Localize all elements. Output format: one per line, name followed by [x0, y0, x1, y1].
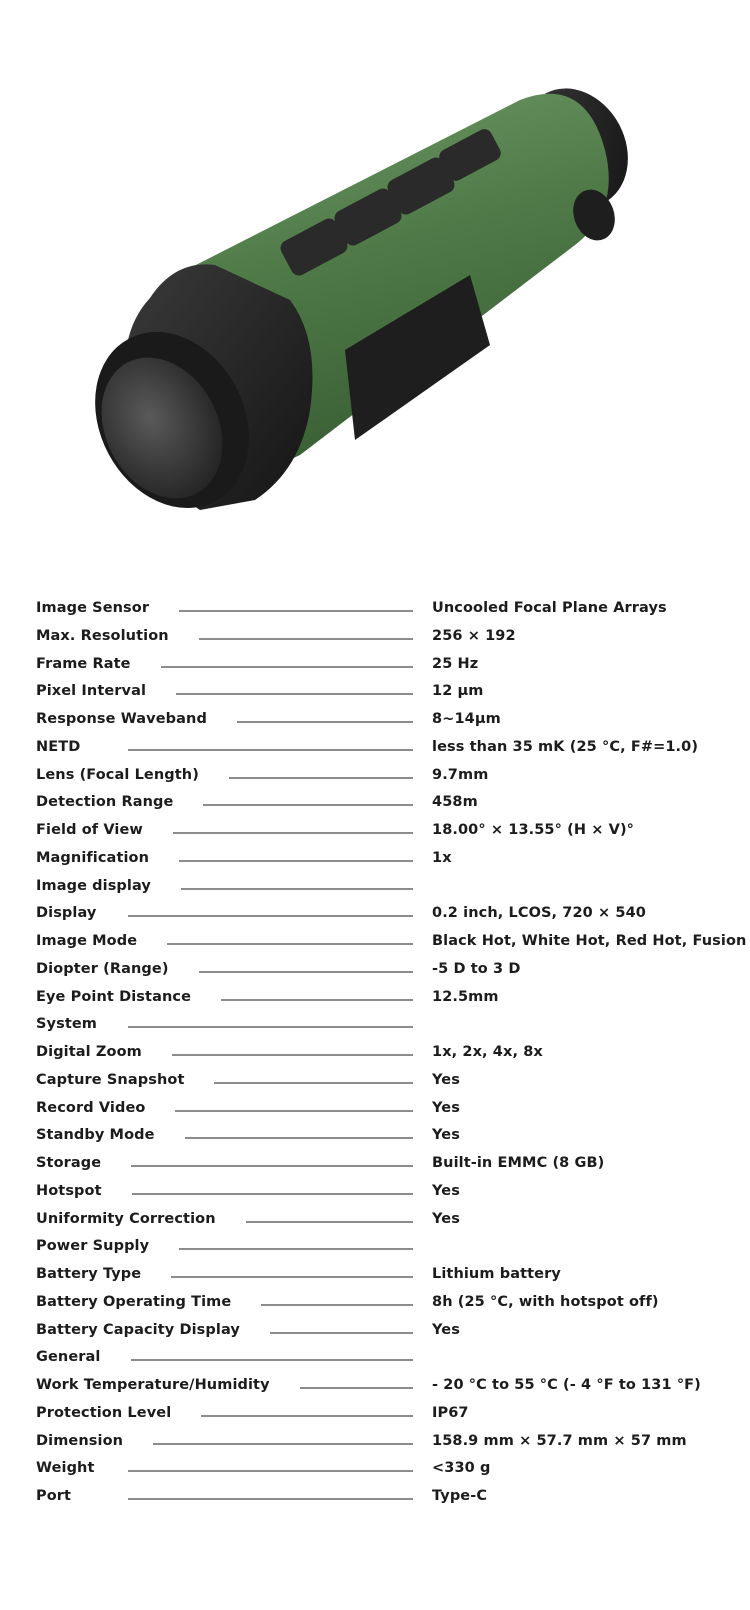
spec-row	[0, 846, 750, 874]
spec-leader-line	[229, 777, 413, 779]
spec-label: Pixel Interval	[36, 683, 147, 700]
spec-label: Display	[36, 905, 97, 922]
spec-leader-line	[176, 693, 413, 695]
spec-value: 25 Hz	[432, 655, 479, 672]
spec-leader-line	[179, 1248, 413, 1250]
spec-value: 256 × 192	[432, 627, 516, 644]
spec-table	[0, 596, 750, 1512]
spec-leader-line	[128, 1026, 413, 1028]
spec-row	[0, 596, 750, 624]
spec-value: Black Hot, White Hot, Red Hot, Fusion	[432, 933, 747, 949]
spec-label: System	[36, 1016, 98, 1033]
spec-row	[0, 652, 750, 680]
spec-row	[0, 1123, 750, 1151]
spec-label: Digital Zoom	[36, 1044, 142, 1060]
spec-label: Max. Resolution	[36, 627, 169, 644]
spec-row	[0, 735, 750, 763]
spec-value: 458m	[432, 794, 478, 811]
spec-label: Field of View	[36, 822, 143, 838]
spec-row	[0, 929, 750, 957]
spec-value: Yes	[432, 1071, 460, 1088]
spec-label: Image Sensor	[36, 600, 150, 616]
spec-row	[0, 1262, 750, 1290]
spec-row	[0, 1234, 750, 1262]
spec-label: Image display	[36, 877, 151, 894]
spec-value: 8~14μm	[432, 711, 501, 727]
spec-value: 8h (25 °C, with hotspot off)	[432, 1293, 659, 1310]
spec-leader-line	[270, 1332, 413, 1334]
spec-leader-line	[128, 1470, 413, 1472]
spec-leader-line	[175, 1110, 413, 1112]
spec-row	[0, 1318, 750, 1346]
spec-label: Battery Capacity Display	[36, 1321, 240, 1338]
spec-leader-line	[179, 610, 413, 612]
spec-leader-line	[237, 721, 413, 723]
spec-label: Weight	[36, 1460, 95, 1477]
spec-label: Battery Type	[36, 1266, 142, 1282]
spec-leader-line	[300, 1387, 413, 1389]
spec-label: NETD	[36, 738, 81, 755]
spec-value: Uncooled Focal Plane Arrays	[432, 600, 667, 616]
spec-value: 9.7mm	[432, 766, 489, 783]
spec-leader-line	[128, 749, 413, 751]
spec-row	[0, 1179, 750, 1207]
thermal-monocular-illustration	[0, 0, 750, 590]
spec-leader-line	[201, 1415, 413, 1417]
spec-leader-line	[131, 1359, 414, 1361]
spec-leader-line	[171, 1276, 413, 1278]
spec-row	[0, 818, 750, 846]
spec-row	[0, 1373, 750, 1401]
spec-value: less than 35 mK (25 °C, F#=1.0)	[432, 738, 699, 755]
spec-label: Capture Snapshot	[36, 1071, 185, 1088]
spec-label: Magnification	[36, 849, 150, 866]
spec-row	[0, 707, 750, 735]
spec-label: Dimension	[36, 1432, 124, 1449]
spec-row	[0, 1068, 750, 1096]
spec-leader-line	[167, 943, 413, 945]
spec-row	[0, 624, 750, 652]
spec-label: Image Mode	[36, 933, 138, 949]
spec-value: - 20 °C to 55 °C (- 4 °F to 131 °F)	[432, 1377, 701, 1393]
spec-label: Hotspot	[36, 1182, 102, 1199]
spec-value: 18.00° × 13.55° (H × V)°	[432, 822, 635, 838]
spec-leader-line	[128, 915, 413, 917]
spec-label: Detection Range	[36, 794, 174, 811]
spec-row	[0, 679, 750, 707]
spec-row	[0, 1345, 750, 1373]
spec-leader-line	[199, 971, 413, 973]
spec-leader-line	[221, 999, 413, 1001]
spec-leader-line	[153, 1443, 413, 1445]
spec-row	[0, 790, 750, 818]
spec-row	[0, 1290, 750, 1318]
spec-row	[0, 1040, 750, 1068]
spec-value: Yes	[432, 1127, 460, 1144]
spec-row	[0, 901, 750, 929]
spec-label: Battery Operating Time	[36, 1293, 232, 1310]
spec-value: <330 g	[432, 1460, 491, 1477]
spec-leader-line	[261, 1304, 413, 1306]
spec-row	[0, 1456, 750, 1484]
spec-value: Yes	[432, 1210, 460, 1227]
spec-label: Work Temperature/Humidity	[36, 1377, 270, 1393]
spec-label: Diopter (Range)	[36, 960, 169, 977]
spec-row	[0, 1401, 750, 1429]
spec-row	[0, 1484, 750, 1512]
spec-value: Yes	[432, 1182, 460, 1199]
spec-value: 158.9 mm × 57.7 mm × 57 mm	[432, 1432, 687, 1449]
spec-leader-line	[172, 1054, 413, 1056]
spec-value: -5 D to 3 D	[432, 960, 521, 977]
spec-row	[0, 1151, 750, 1179]
spec-label: Uniformity Correction	[36, 1210, 216, 1227]
spec-leader-line	[181, 888, 413, 890]
spec-row	[0, 985, 750, 1013]
spec-label: Protection Level	[36, 1404, 172, 1421]
spec-value: 1x	[432, 849, 452, 866]
spec-value: Lithium battery	[432, 1266, 561, 1282]
spec-row	[0, 1012, 750, 1040]
spec-row	[0, 1429, 750, 1457]
spec-value: Built-in EMMC (8 GB)	[432, 1155, 605, 1171]
spec-leader-line	[246, 1221, 413, 1223]
spec-leader-line	[185, 1137, 413, 1139]
spec-row	[0, 1096, 750, 1124]
spec-value: Yes	[432, 1099, 460, 1116]
spec-value: Yes	[432, 1321, 460, 1338]
spec-leader-line	[203, 804, 413, 806]
product-image	[0, 0, 750, 590]
spec-value: 12 μm	[432, 683, 484, 700]
spec-label: Port	[36, 1488, 72, 1504]
spec-row	[0, 957, 750, 985]
spec-value: Type-C	[432, 1488, 488, 1504]
spec-label: Lens (Focal Length)	[36, 766, 199, 783]
spec-value: 12.5mm	[432, 988, 499, 1005]
spec-row	[0, 1207, 750, 1235]
spec-leader-line	[214, 1082, 413, 1084]
spec-value: IP67	[432, 1404, 469, 1421]
spec-leader-line	[199, 638, 413, 640]
spec-value: 0.2 inch, LCOS, 720 × 540	[432, 905, 646, 922]
spec-row	[0, 763, 750, 791]
spec-leader-line	[173, 832, 413, 834]
spec-leader-line	[128, 1498, 413, 1500]
spec-label: Response Waveband	[36, 711, 207, 727]
spec-leader-line	[179, 860, 413, 862]
spec-label: Power Supply	[36, 1238, 150, 1255]
spec-value: 1x, 2x, 4x, 8x	[432, 1044, 543, 1060]
spec-label: Standby Mode	[36, 1127, 155, 1144]
spec-label: Frame Rate	[36, 655, 131, 672]
spec-leader-line	[131, 1165, 413, 1167]
spec-label: Record Video	[36, 1099, 146, 1116]
spec-label: Storage	[36, 1155, 102, 1171]
spec-row	[0, 874, 750, 902]
spec-leader-line	[132, 1193, 413, 1195]
spec-label: Eye Point Distance	[36, 988, 192, 1005]
spec-label: General	[36, 1349, 101, 1366]
spec-leader-line	[161, 666, 413, 668]
